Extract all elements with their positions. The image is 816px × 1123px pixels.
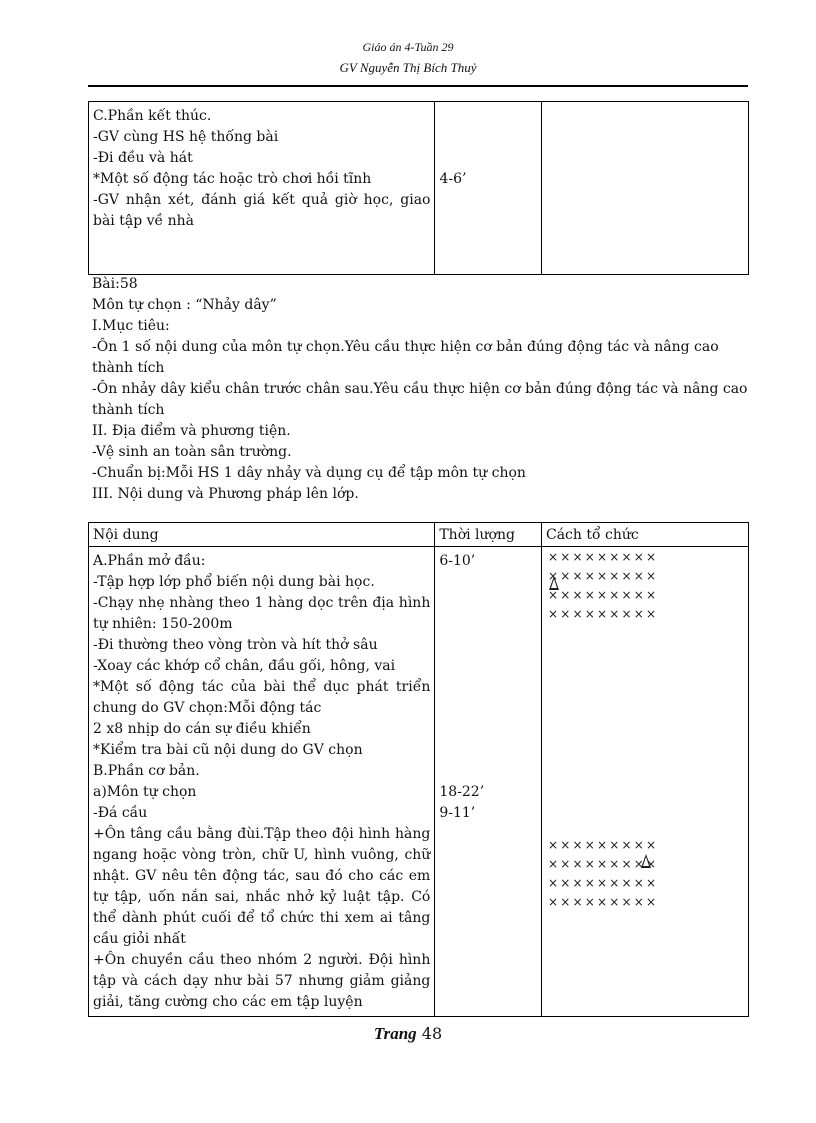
closing-line: *Một số động tác hoặc trò chơi hồi tĩnh <box>93 171 372 187</box>
plan-content-cell <box>89 547 435 1017</box>
closing-line: -GV nhận xét, đánh giá kết quả giờ học, giao bài tập về nhà <box>93 192 431 229</box>
header-divider <box>88 85 748 87</box>
page-label: Trang <box>373 1024 417 1043</box>
plan-line: +Ôn chuyền cầu theo nhóm 2 người. Đội hình tập và cách dạy như bài 57 nhưng giảm giảng giải, tăng cường cho các em tập luyện <box>93 952 431 1010</box>
place-item: -Vệ sinh an toàn sân trường. <box>92 444 292 460</box>
plan-line: -Đá cầu <box>93 805 148 821</box>
plan-line: a)Môn tự chọn <box>93 784 197 800</box>
plan-time-cell <box>435 547 542 1017</box>
plan-line: 2 x8 nhịp do cán sự điều khiển <box>93 721 311 737</box>
goal-item: -Ôn 1 số nội dung của môn tự chọn.Yêu cầu thực hiện cơ bản đúng động tác và nâng cao thành tích <box>92 339 719 376</box>
lesson-intro <box>92 274 762 505</box>
plan-line: *Kiểm tra bài cũ nội dung do GV chọn <box>93 742 363 758</box>
place-heading: II. Địa điểm và phương tiện. <box>92 423 291 439</box>
page-number: 48 <box>421 1024 443 1043</box>
plan-line: -Xoay các khớp cổ chân, đầu gối, hông, vai <box>93 658 396 674</box>
page-footer <box>0 1024 816 1044</box>
formation-row: ××××××××× <box>548 569 659 583</box>
formation-row: ××××××××× <box>548 895 659 909</box>
goals-heading: I.Mục tiêu: <box>92 318 170 334</box>
goal-item: -Ôn nhảy dây kiểu chân trước chân sau.Yêu cầu thực hiện cơ bản đúng động tác và nâng cao thành tích <box>92 381 748 418</box>
formation-row: ××××××××× <box>548 876 659 890</box>
time-main: 18-22’ <box>439 784 485 800</box>
formation-row: ××××××××× <box>548 588 659 602</box>
header-line-1: Giáo án 4-Tuần 29 <box>362 40 454 54</box>
closing-section-table <box>88 101 749 275</box>
lesson-subject: Môn tự chọn : “Nhảy dây” <box>92 297 277 313</box>
time-warmup: 6-10’ <box>439 553 476 569</box>
formation-diagram-main <box>548 836 658 912</box>
header-time: Thời lượng <box>435 523 542 547</box>
header-content: Nội dung <box>89 523 435 547</box>
plan-line: -Đi thường theo vòng tròn và hít thở sâu <box>93 637 378 653</box>
closing-time-cell <box>435 102 542 275</box>
plan-line: +Ôn tâng cầu bằng đùi.Tập theo đội hình hàng ngang hoặc vòng tròn, chữ U, hình vuông, chữ nhật. GV nêu tên động tác, sau đó cho các em tự tập, uốn nắn sai, nhắc nhở kỷ luật tập. Có thể dành phút cuối để tổ chức thi xem ai tâng cầu giỏi nhất <box>93 826 431 947</box>
plan-line: -Chạy nhẹ nhàng theo 1 hàng dọc trên địa hình tự nhiên: 150-200m <box>93 595 431 632</box>
formation-row: ××××××××× <box>548 838 659 852</box>
formation-diagram-warmup <box>548 548 658 624</box>
teacher-triangle-icon <box>549 576 559 590</box>
plan-line: *Một số động tác của bài thể dục phát triển chung do GV chọn:Mỗi động tác <box>93 679 431 716</box>
closing-time: 4-6’ <box>439 171 467 187</box>
place-item: -Chuẩn bị:Mỗi HS 1 dây nhảy và dụng cụ để tập môn tự chọn <box>92 465 526 481</box>
header-line-2: GV Nguyễn Thị Bích Thuỷ <box>339 60 477 75</box>
time-shuttlecock: 9-11’ <box>439 805 476 821</box>
plan-line: -Tập hợp lớp phổ biến nội dung bài học. <box>93 574 375 590</box>
closing-line: C.Phần kết thúc. <box>93 108 212 124</box>
closing-line: -Đi đều và hát <box>93 150 193 166</box>
closing-content-cell <box>89 102 435 275</box>
header-organization: Cách tổ chức <box>541 523 748 547</box>
teacher-triangle-icon <box>641 854 651 868</box>
formation-row: ××××××××× <box>548 550 659 564</box>
closing-org-cell <box>542 102 749 275</box>
formation-row: ××××××××× <box>548 857 659 871</box>
plan-line: B.Phần cơ bản. <box>93 763 200 779</box>
closing-line: -GV cùng HS hệ thống bài <box>93 129 279 145</box>
plan-line: A.Phần mở đầu: <box>93 553 206 569</box>
formation-row: ××××××××× <box>548 607 659 621</box>
lesson-title: Bài:58 <box>92 276 138 292</box>
method-heading: III. Nội dung và Phương pháp lên lớp. <box>92 486 359 502</box>
